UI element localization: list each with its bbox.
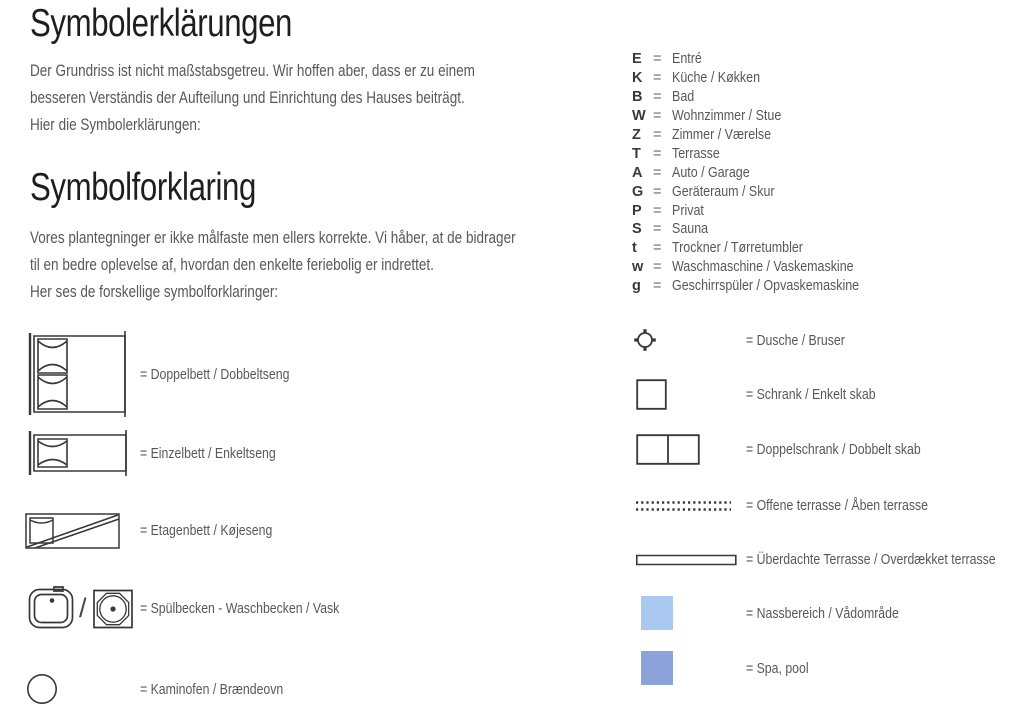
room-code-letter: Z <box>632 127 641 143</box>
legend-label-wet-area: = Nassbereich / Vådområde <box>746 604 899 622</box>
room-code-letter: g <box>632 278 641 295</box>
shower-icon <box>632 327 658 353</box>
danish-paragraph <box>30 225 516 306</box>
legend-row-wood-stove <box>26 673 315 705</box>
legend-label-shower: = Dusche / Bruser <box>746 331 845 349</box>
room-code-row-shed <box>632 182 890 201</box>
icon-slot <box>641 651 746 685</box>
danish-paragraph-line1: Vores plantegninger er ikke målfaste men ellers korrekte. Vi håber, at de bidrager <box>30 229 516 247</box>
danish-paragraph-line2: til en bedre oplevelse af, hvordan den enkelte feriebolig er indrettet. <box>30 256 434 274</box>
legend-label-spa-pool: = Spa, pool <box>746 659 809 677</box>
legend-label-sink: = Spülbecken - Waschbecken / Vask <box>140 599 340 617</box>
legend-row-wet-area <box>641 596 932 630</box>
legend-row-spa-pool <box>641 651 822 685</box>
room-code-label: Waschmaschine / Vaskemaskine <box>672 259 854 276</box>
legend-label-open-terrace: = Offene terrasse / Åben terrasse <box>746 497 928 514</box>
room-code-row-dryer <box>632 239 890 258</box>
room-code-row-washingmachine <box>632 258 890 277</box>
equals-sign: = <box>653 240 662 257</box>
legend-row-single-cabinet <box>636 379 904 410</box>
room-code-label: Sauna <box>672 221 709 238</box>
double-cabinet-icon <box>636 434 700 465</box>
legend-row-open-terrace <box>636 497 968 514</box>
wood-stove-icon <box>26 673 58 705</box>
room-code-row-kitchen <box>632 69 890 88</box>
room-code-row-terrace <box>632 144 890 163</box>
room-code-label: Bad <box>672 89 695 106</box>
room-code-label: Küche / Køkken <box>672 70 761 87</box>
equals-sign: = <box>653 89 662 106</box>
equals-sign: = <box>653 221 662 238</box>
equals-sign: = <box>653 164 662 181</box>
room-code-letter: w <box>632 259 644 276</box>
wet-area-icon <box>641 596 673 630</box>
icon-slot <box>636 379 746 410</box>
legend-label-bunk-bed: = Etagenbett / Køjeseng <box>140 521 273 539</box>
legend-label-double-cabinet: = Doppelschrank / Dobbelt skab <box>746 441 921 458</box>
icon-slot <box>641 596 746 630</box>
icon-slot <box>26 673 140 705</box>
slash-separator: / <box>79 592 87 623</box>
single-cabinet-icon <box>636 379 667 410</box>
room-code-label: Privat <box>672 202 704 219</box>
legend-row-double-bed <box>28 331 322 417</box>
room-code-label: Wohnzimmer / Stue <box>672 108 782 125</box>
legend-row-sink <box>28 586 383 630</box>
room-code-label: Terrasse <box>672 145 720 162</box>
room-code-row-garage <box>632 163 890 182</box>
room-code-letter: A <box>632 164 643 181</box>
spa-pool-icon <box>641 651 673 685</box>
room-code-row-sauna <box>632 220 890 239</box>
room-code-row-bath <box>632 88 890 107</box>
danish-title: Symbolforklaring <box>30 166 256 209</box>
icon-slot <box>28 331 140 417</box>
german-paragraph-line3: Hier die Symbolerklärungen: <box>30 116 201 134</box>
open-terrace-icon <box>636 500 731 512</box>
room-code-letter: E <box>632 51 642 68</box>
room-code-letter: G <box>632 183 644 200</box>
german-paragraph-line1: Der Grundriss ist nicht maßstabsgetreu. Wir hoffen aber, dass er zu einem <box>30 62 475 80</box>
room-code-letter: K <box>632 70 643 87</box>
room-code-letter: t <box>632 240 637 257</box>
german-title: Symbolerklärungen <box>30 2 293 45</box>
icon-slot <box>636 500 746 512</box>
equals-sign: = <box>653 183 662 200</box>
icon-slot <box>25 511 140 549</box>
room-code-letter: S <box>632 221 642 238</box>
single-bed-icon <box>28 430 132 476</box>
equals-sign: = <box>653 127 662 143</box>
legend-label-single-cabinet: = Schrank / Enkelt skab <box>746 386 876 403</box>
legend-row-covered-terrace <box>636 551 1024 568</box>
room-code-letter: W <box>632 108 646 125</box>
german-paragraph-line2: besseren Verständis der Aufteilung und Einrichtung des Hauses beiträgt. <box>30 89 465 107</box>
legend-label-single-bed: = Einzelbett / Enkeltseng <box>140 444 276 462</box>
icon-slot <box>632 327 746 353</box>
room-code-letter: P <box>632 202 642 219</box>
room-code-letter: T <box>632 145 641 162</box>
washbasin-icon <box>92 586 134 630</box>
equals-sign: = <box>653 145 662 162</box>
double-bed-icon <box>28 331 128 417</box>
room-code-label: Entré <box>672 51 702 68</box>
icon-slot <box>28 586 140 630</box>
legend-row-double-cabinet <box>636 434 959 465</box>
room-code-row-entree <box>632 50 890 69</box>
covered-terrace-icon <box>636 554 737 566</box>
danish-paragraph-line3: Her ses de forskellige symbolforklaringer: <box>30 283 279 301</box>
icon-slot <box>636 554 746 566</box>
legend-label-covered-terrace: = Überdachte Terrasse / Overdækket terrasse <box>746 551 996 568</box>
equals-sign: = <box>653 51 662 68</box>
equals-sign: = <box>653 202 662 219</box>
legend-label-wood-stove: = Kaminofen / Brændeovn <box>140 680 284 698</box>
room-code-label: Auto / Garage <box>672 164 750 181</box>
room-code-legend <box>632 50 890 296</box>
icon-slot <box>28 430 140 476</box>
legend-row-bunk-bed <box>25 511 301 549</box>
legend-label-double-bed: = Doppelbett / Dobbeltseng <box>140 365 290 383</box>
room-code-row-private <box>632 201 890 220</box>
equals-sign: = <box>653 70 662 87</box>
room-code-label: Trockner / Tørretumbler <box>672 240 803 257</box>
room-code-row-dishwasher <box>632 277 890 296</box>
room-code-label: Geschirrspüler / Opvaskemaskine <box>672 278 860 295</box>
legend-row-single-bed <box>28 430 306 476</box>
room-code-label: Zimmer / Værelse <box>672 127 772 143</box>
bunk-bed-icon <box>25 511 120 549</box>
equals-sign: = <box>653 278 662 295</box>
room-code-letter: B <box>632 89 643 106</box>
room-code-row-room <box>632 126 890 145</box>
legend-row-shower <box>632 327 866 353</box>
sink-icon <box>28 586 74 630</box>
room-code-row-livingroom <box>632 107 890 126</box>
equals-sign: = <box>653 259 662 276</box>
equals-sign: = <box>653 108 662 125</box>
room-code-label: Geräteraum / Skur <box>672 183 775 200</box>
german-paragraph <box>30 58 475 139</box>
icon-slot <box>636 434 746 465</box>
